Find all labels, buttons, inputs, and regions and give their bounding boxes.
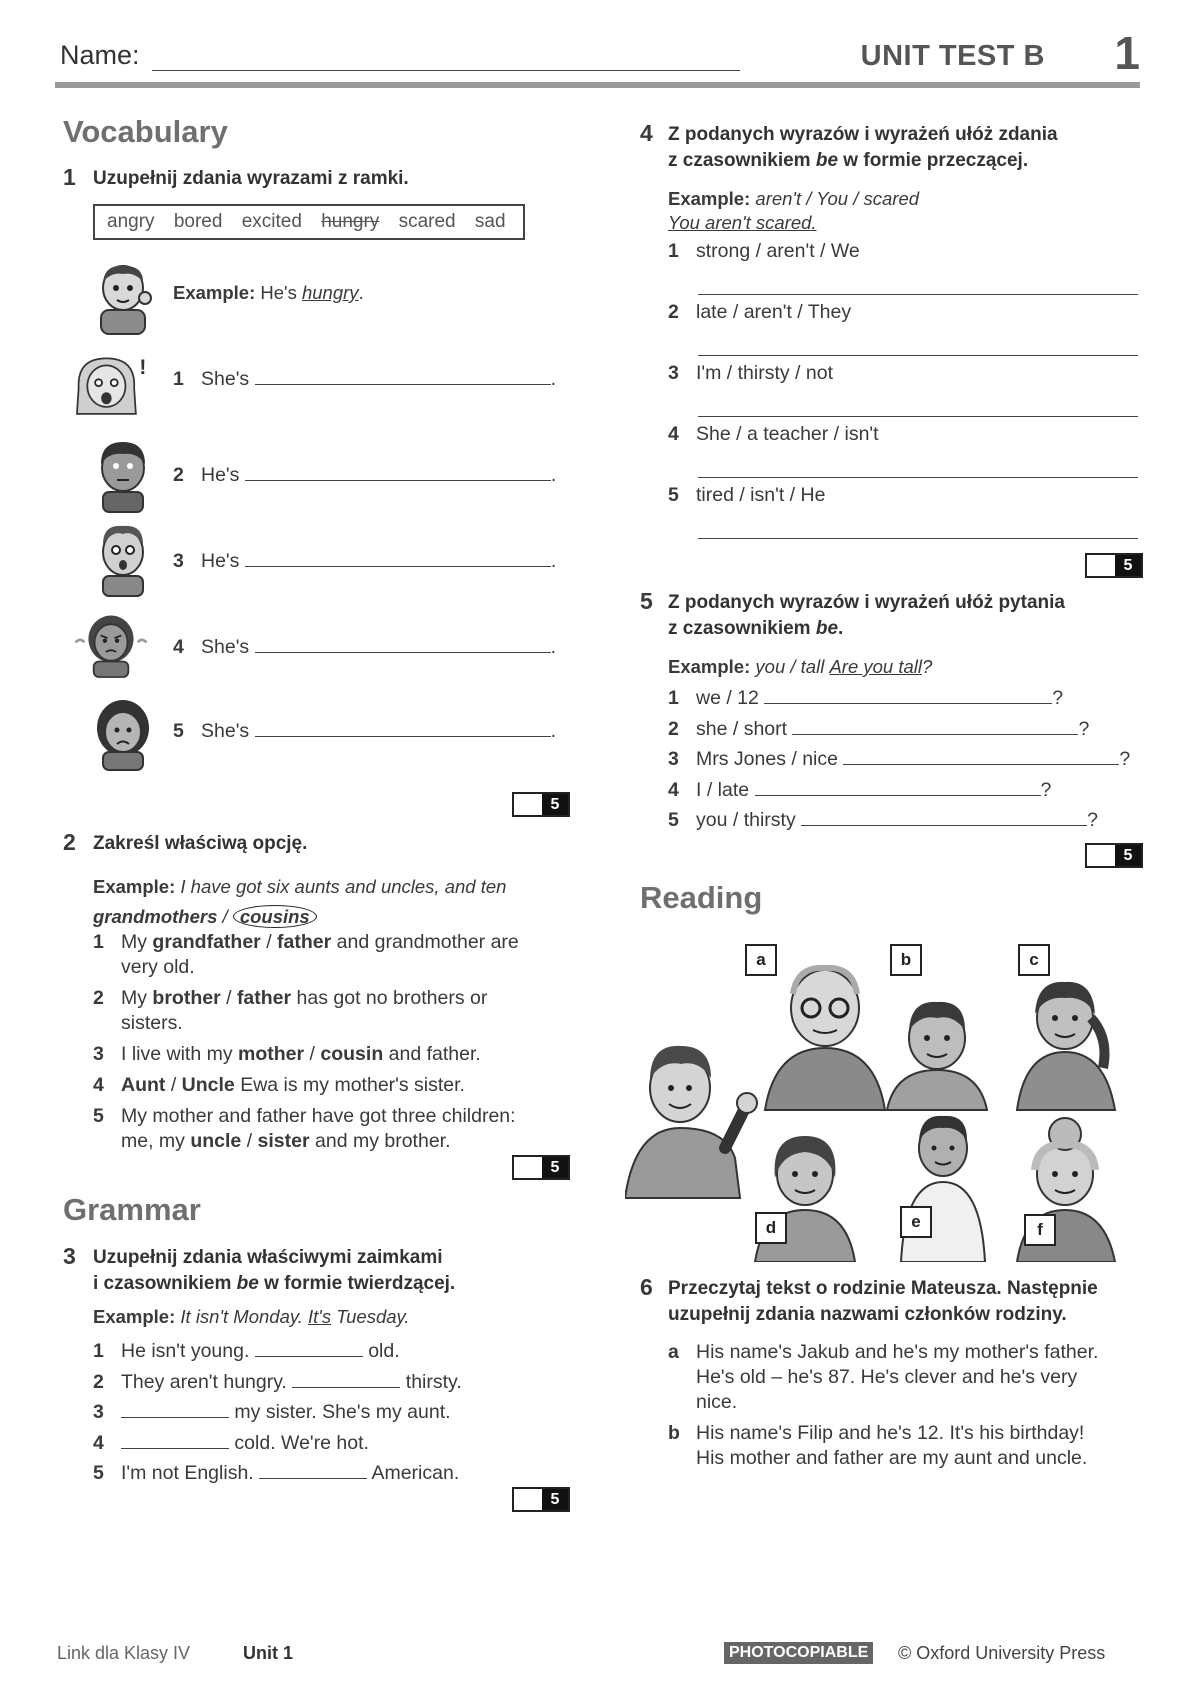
task2-item: 3 I live with my mother / cousin and father. (93, 1043, 481, 1065)
task4-instruction: Z podanych wyrazów i wyrażeń ułóż zdania z czasownikiem be w formie przeczącej. (668, 124, 1058, 171)
answer-line[interactable] (698, 538, 1138, 539)
hungry-boy-illustration (85, 258, 163, 336)
answer-blank[interactable] (245, 548, 551, 567)
task3-list (93, 1336, 462, 1489)
task5-item: 4 I / late ? (668, 778, 1052, 801)
task4-item: 1 strong / aren't / We (668, 240, 860, 262)
score-box[interactable] (1085, 843, 1143, 868)
answer-line[interactable] (698, 355, 1138, 356)
excited-girl-illustration (70, 348, 148, 426)
task4-item: 5 tired / isn't / He (668, 484, 826, 506)
svg-text:!: ! (139, 356, 147, 379)
task3-item: 5 I'm not English. American. (93, 1462, 460, 1484)
answer-blank[interactable] (255, 718, 551, 737)
answer-line[interactable] (698, 416, 1138, 417)
score-box[interactable] (1085, 553, 1143, 578)
picture-label-c: c (1018, 944, 1050, 976)
task1-item: 3 He's . (173, 550, 557, 572)
task1-item: 5 She's . (173, 720, 557, 742)
task5-item: 2 she / short ? (668, 717, 1090, 740)
task4-number: 4 (640, 120, 653, 146)
task4-item: 4 She / a teacher / isn't (668, 423, 879, 445)
task6-number: 6 (640, 1274, 653, 1300)
task3-item: 3 my sister. She's my aunt. (93, 1401, 451, 1423)
filip-figure (901, 1116, 985, 1262)
unit-test-label: UNIT TEST B (860, 40, 1045, 72)
picture-label-f: f (1024, 1214, 1056, 1246)
word-box-item-used: hungry (321, 211, 380, 232)
circled-answer: cousins (233, 905, 317, 928)
grandfather-figure (765, 968, 885, 1110)
task3-item: 1 He isn't young. old. (93, 1340, 400, 1362)
word-box-item: excited (241, 211, 302, 232)
girl-figure (1017, 982, 1115, 1110)
task5-item: 3 Mrs Jones / nice ? (668, 748, 1131, 770)
task3-number: 3 (63, 1243, 76, 1269)
task2-example: Example: I have got six aunts and uncles, and ten grandmothers / cousins (93, 876, 507, 927)
answer-blank[interactable] (292, 1369, 400, 1388)
task2-item: 4 Aunt / Uncle Ewa is my mother's sister. (93, 1074, 465, 1096)
answer-blank[interactable] (255, 366, 551, 385)
answer-blank[interactable] (259, 1460, 367, 1479)
task5-item: 5 you / thirsty ? (668, 809, 1098, 831)
task5-item: 1 we / 12 ? (668, 687, 1064, 709)
family-illustration (625, 938, 1145, 1262)
task5-example: Example: you / tall Are you tall? (668, 656, 933, 677)
word-box-item: angry (107, 211, 155, 232)
task1-item: 4 She's . (173, 636, 557, 658)
task1-item: 2 He's . (173, 464, 557, 486)
vocabulary-heading: Vocabulary (63, 114, 228, 149)
name-label: Name: (60, 40, 140, 70)
task2-instruction: Zakreśl właściwą opcję. (93, 833, 308, 854)
photocopiable-badge: PHOTOCOPIABLE (724, 1642, 873, 1664)
name-line[interactable] (152, 70, 740, 71)
task1-example: Example: He's hungry. (173, 282, 364, 303)
cousin-boy-figure (887, 1002, 987, 1110)
picture-label-a: a (745, 944, 777, 976)
word-box-item: scared (398, 211, 456, 232)
task3-item: 4 cold. We're hot. (93, 1431, 369, 1454)
footer-publisher: © Oxford University Press (898, 1643, 1106, 1663)
task4-item: 3 I'm / thirsty / not (668, 362, 834, 384)
task4-item: 2 late / aren't / They (668, 301, 852, 323)
answer-blank[interactable] (755, 777, 1041, 796)
mateusz-figure (625, 1046, 757, 1198)
score-max: 5 (1115, 845, 1141, 866)
task1-item: 1 She's . (173, 368, 557, 390)
angry-girl-illustration (72, 606, 150, 684)
task2-item: 5 My mother and father have got three children: me, my uncle / sister and my brother. (93, 1105, 516, 1152)
answer-blank[interactable] (801, 807, 1087, 826)
footer-course: Link dla Klasy IV (57, 1643, 191, 1663)
task3-example: Example: It isn't Monday. It's Tuesday. (93, 1306, 410, 1327)
score-box[interactable] (512, 1155, 570, 1180)
task2-number: 2 (63, 829, 76, 855)
answer-blank[interactable] (255, 1338, 363, 1357)
task3-instruction: Uzupełnij zdania właściwymi zaimkami i czasownikiem be w formie twierdzącej. (93, 1247, 456, 1294)
answer-blank[interactable] (255, 634, 551, 653)
reading-heading: Reading (640, 880, 763, 915)
score-box[interactable] (512, 1487, 570, 1512)
bored-boy-illustration (85, 436, 163, 514)
task5-number: 5 (640, 588, 653, 614)
task2-item: 2 My brother / father has got no brothers or sisters. (93, 987, 488, 1034)
scared-boy-illustration (85, 520, 163, 598)
picture-label-e: e (900, 1206, 932, 1238)
answer-line[interactable] (698, 294, 1138, 295)
answer-blank[interactable] (121, 1430, 229, 1449)
task5-instruction: Z podanych wyrazów i wyrażeń ułóż pytania z czasownikiem be. (668, 592, 1065, 639)
task4-example: Example: aren't / You / scared You aren't scared. (668, 188, 920, 233)
task2-item: 1 My grandfather / father and grandmother are very old. (93, 931, 519, 978)
answer-blank[interactable] (121, 1399, 229, 1418)
answer-blank[interactable] (245, 462, 551, 481)
score-max: 5 (542, 794, 568, 815)
score-max: 5 (542, 1489, 568, 1510)
task5-list (668, 683, 1130, 836)
header-rule (55, 82, 1140, 88)
task2-list (93, 930, 573, 1154)
score-max: 5 (1115, 555, 1141, 576)
word-box-item: sad (474, 211, 506, 232)
word-box-item: bored (173, 211, 223, 232)
task1-instruction: Uzupełnij zdania wyrazami z ramki. (93, 168, 409, 189)
answer-blank[interactable] (843, 746, 1119, 765)
task1-number: 1 (63, 164, 76, 190)
task6-instruction: Przeczytaj tekst o rodzinie Mateusza. Następnie uzupełnij zdania nazwami członków rodziny. (668, 1278, 1098, 1325)
task6-paragraph-a: a His name's Jakub and he's my mother's father. He's old – he's 87. He's clever and he's very nice. (668, 1341, 1099, 1413)
sad-girl-illustration (85, 694, 163, 772)
answer-line[interactable] (698, 477, 1138, 478)
score-box[interactable] (512, 792, 570, 817)
score-max: 5 (542, 1157, 568, 1178)
picture-label-d: d (755, 1212, 787, 1244)
answer-blank[interactable] (764, 685, 1052, 704)
unit-number: 1 (1114, 27, 1140, 79)
answer-blank[interactable] (792, 716, 1078, 735)
task3-item: 2 They aren't hungry. thirsty. (93, 1370, 462, 1393)
task6-paragraph-b: b His name's Filip and he's 12. It's his birthday! His mother and father are my aunt and uncle. (668, 1422, 1088, 1469)
grammar-heading: Grammar (63, 1192, 201, 1227)
picture-label-b: b (890, 944, 922, 976)
footer-unit: Unit 1 (243, 1643, 294, 1663)
word-box (93, 204, 525, 240)
